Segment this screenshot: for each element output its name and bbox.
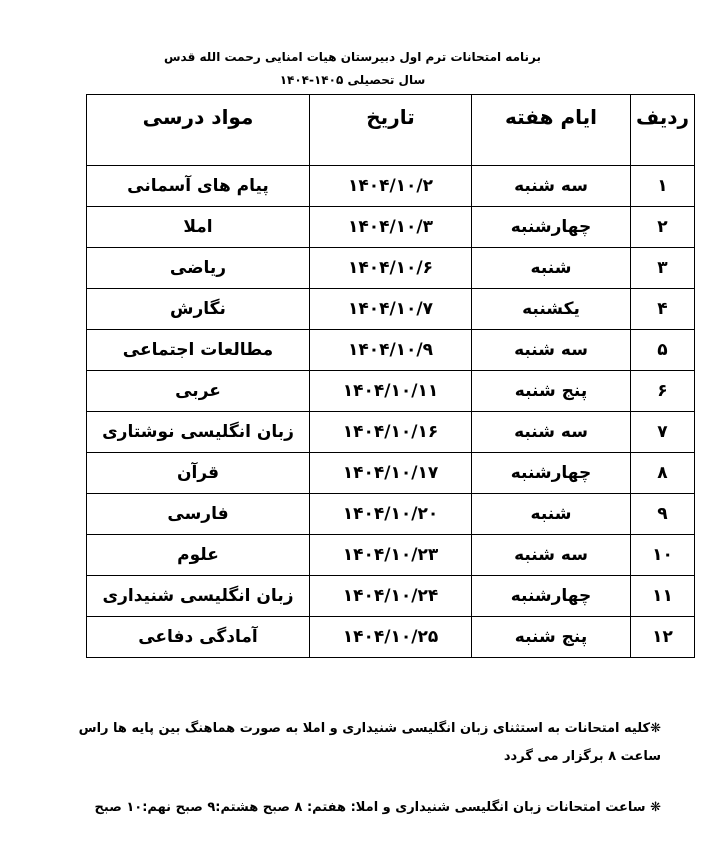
note-exam-time-listening: ❋ ساعت امتحانات زبان انگلیسی شنیداری و املا: هفتم: ۸ صبح هشتم:۹ صبح نهم:۱۰ صبح <box>94 800 661 815</box>
row-date: ۱۴۰۴/۱۰/۲۳ <box>310 535 472 576</box>
row-subject: زبان انگلیسی شنیداری <box>87 576 310 617</box>
row-date: ۱۴۰۴/۱۰/۱۶ <box>310 412 472 453</box>
row-number: ۴ <box>631 289 695 330</box>
row-subject: نگارش <box>87 289 310 330</box>
row-date: ۱۴۰۴/۱۰/۱۷ <box>310 453 472 494</box>
row-day: شنبه <box>472 248 631 289</box>
table-row <box>87 412 695 453</box>
row-number: ۱۱ <box>631 576 695 617</box>
row-date: ۱۴۰۴/۱۰/۹ <box>310 330 472 371</box>
header-subject: مواد درسی <box>87 95 310 166</box>
row-number: ۹ <box>631 494 695 535</box>
table-row <box>87 289 695 330</box>
row-subject: علوم <box>87 535 310 576</box>
note-exam-time-general: ❋کلیه امتحانات به استثنای زبان انگلیسی شنیداری و املا به صورت هماهنگ بین پایه ها راس ساعت ۸ برگزار می گردد <box>78 721 661 764</box>
header-date: تاریخ <box>310 95 472 166</box>
table-row <box>87 494 695 535</box>
header-day: ایام هفته <box>472 95 631 166</box>
row-day: پنج شنبه <box>472 371 631 412</box>
row-day: سه شنبه <box>472 535 631 576</box>
row-number: ۱۲ <box>631 617 695 658</box>
row-subject: فارسی <box>87 494 310 535</box>
row-subject: املا <box>87 207 310 248</box>
row-day: یکشنبه <box>472 289 631 330</box>
row-date: ۱۴۰۴/۱۰/۲۵ <box>310 617 472 658</box>
row-day: چهارشنبه <box>472 576 631 617</box>
row-day: سه شنبه <box>472 412 631 453</box>
table-row <box>87 576 695 617</box>
row-day: پنج شنبه <box>472 617 631 658</box>
row-number: ۷ <box>631 412 695 453</box>
row-date: ۱۴۰۴/۱۰/۲۴ <box>310 576 472 617</box>
table-row <box>87 166 695 207</box>
row-number: ۶ <box>631 371 695 412</box>
exam-schedule-table <box>86 94 695 658</box>
document-title: برنامه امتحانات ترم اول دبیرستان هیات امنایی رحمت الله قدس <box>163 50 541 64</box>
row-subject: ریاضی <box>87 248 310 289</box>
row-day: چهارشنبه <box>472 207 631 248</box>
row-subject: آمادگی دفاعی <box>87 617 310 658</box>
row-number: ۵ <box>631 330 695 371</box>
table-header-row <box>87 95 695 166</box>
row-number: ۲ <box>631 207 695 248</box>
row-date: ۱۴۰۴/۱۰/۷ <box>310 289 472 330</box>
row-day: سه شنبه <box>472 330 631 371</box>
row-day: چهارشنبه <box>472 453 631 494</box>
row-date: ۱۴۰۴/۱۰/۱۱ <box>310 371 472 412</box>
table-row <box>87 207 695 248</box>
row-number: ۸ <box>631 453 695 494</box>
row-day: سه شنبه <box>472 166 631 207</box>
row-subject: مطالعات اجتماعی <box>87 330 310 371</box>
table-row <box>87 535 695 576</box>
row-subject: پیام های آسمانی <box>87 166 310 207</box>
row-date: ۱۴۰۴/۱۰/۲۰ <box>310 494 472 535</box>
row-day: شنبه <box>472 494 631 535</box>
row-subject: عربی <box>87 371 310 412</box>
table-row <box>87 371 695 412</box>
row-subject: زبان انگلیسی نوشتاری <box>87 412 310 453</box>
row-date: ۱۴۰۴/۱۰/۳ <box>310 207 472 248</box>
row-number: ۱۰ <box>631 535 695 576</box>
row-number: ۳ <box>631 248 695 289</box>
row-subject: قرآن <box>87 453 310 494</box>
row-date: ۱۴۰۴/۱۰/۶ <box>310 248 472 289</box>
table-row <box>87 248 695 289</box>
table-row <box>87 330 695 371</box>
table-row <box>87 453 695 494</box>
header-row-number: ردیف <box>631 95 695 166</box>
document-subtitle: سال تحصیلی ۱۴۰۵-۱۴۰۴ <box>279 73 426 87</box>
row-number: ۱ <box>631 166 695 207</box>
row-date: ۱۴۰۴/۱۰/۲ <box>310 166 472 207</box>
table-row <box>87 617 695 658</box>
